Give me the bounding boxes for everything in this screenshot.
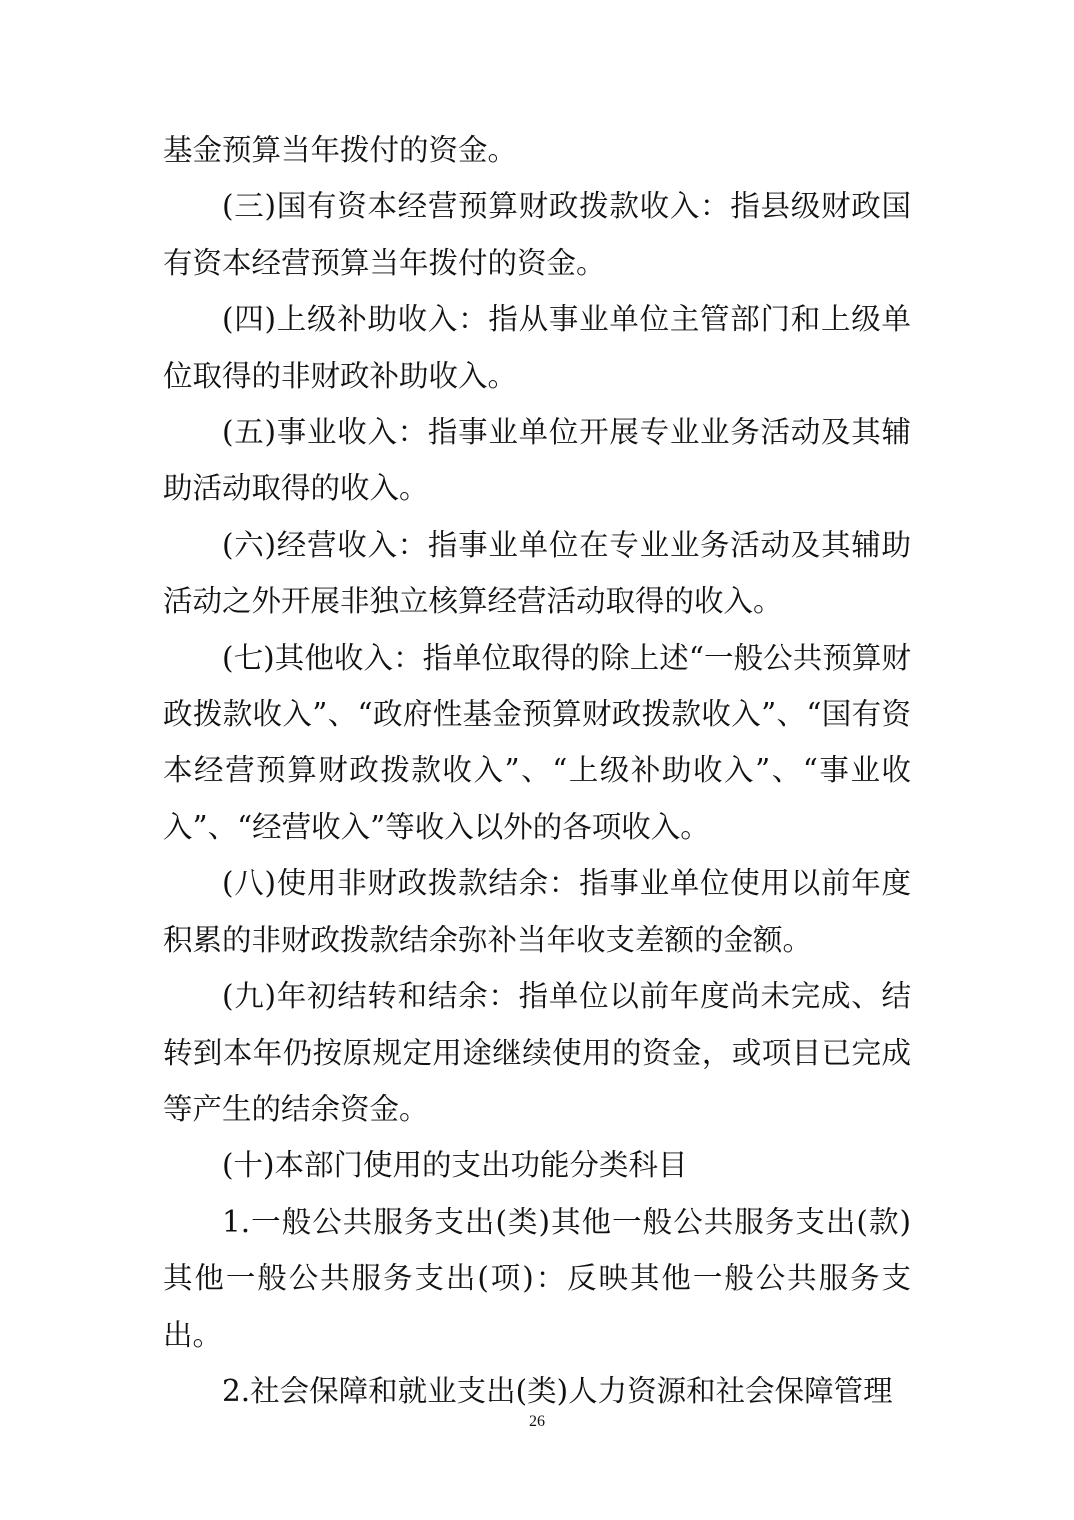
paragraph-non-fiscal-surplus: (八)使用非财政拨款结余：指事业单位使用以前年度积累的非财政拨款结余弥补当年收支差额的金额。 <box>163 866 911 957</box>
paragraph-carryover-surplus: (九)年初结转和结余：指单位以前年度尚未完成、结转到本年仍按原规定用途继续使用的资金，或项目已完成等产生的结余资金。 <box>163 979 911 1126</box>
paragraph-item-2: 2.社会保障和就业支出(类)人力资源和社会保障管理 <box>222 1373 893 1408</box>
paragraph-business-income: (五)事业收入：指事业单位开展专业业务活动及其辅助活动取得的收入。 <box>163 415 911 506</box>
paragraph-expenditure-heading: (十)本部门使用的支出功能分类科目 <box>222 1148 688 1183</box>
body-text <box>163 122 911 1419</box>
paragraph-continuation: 基金预算当年拨付的资金。 <box>163 133 518 167</box>
page-number: 26 <box>529 1413 545 1430</box>
paragraph-item-1: 1.一般公共服务支出(类)其他一般公共服务支出(款)其他一般公共服务支出(项)：反映其他一般公共服务支出。 <box>163 1204 911 1352</box>
paragraph-superior-subsidy: (四)上级补助收入：指从事业单位主管部门和上级单位取得的非财政补助收入。 <box>163 302 911 393</box>
paragraph-operating-income: (六)经营收入：指事业单位在专业业务活动及其辅助活动之外开展非独立核算经营活动取得的收入。 <box>163 527 911 619</box>
paragraph-other-income: (七)其他收入：指单位取得的除上述“一般公共预算财政拨款收入”、“政府性基金预算财政拨款收入”、“国有资本经营预算财政拨款收入”、“上级补助收入”、“事业收入”、“经营收入”等收入以外的各项收入。 <box>163 640 911 844</box>
paragraph-state-capital-income: (三)国有资本经营预算财政拨款收入：指县级财政国有资本经营预算当年拨付的资金。 <box>163 189 911 280</box>
